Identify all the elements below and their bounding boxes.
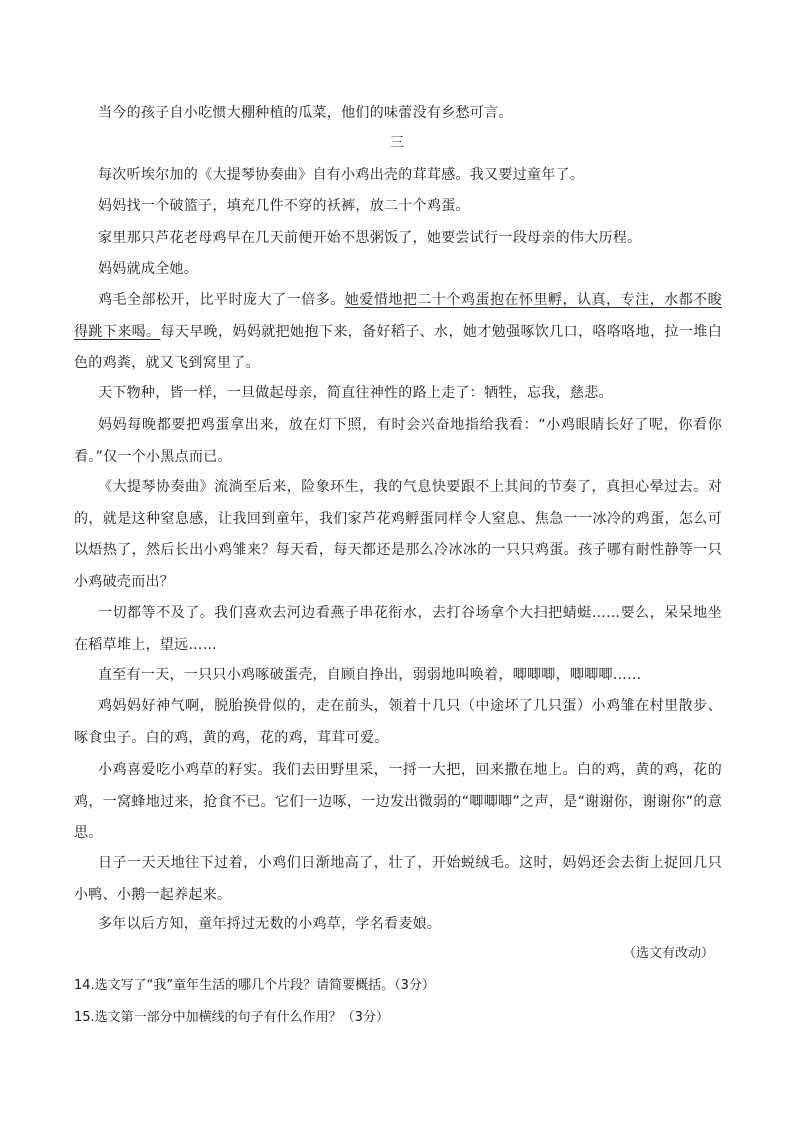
paragraph-5-end: 每天早晚，妈妈就把她抱下来，备好稻子、水，她才勉强啄饮几口，咯咯咯地，拉一堆白色的鸡粪，就又飞到窝里了。 bbox=[74, 323, 722, 371]
paragraph-14: 多年以后方知，童年捋过无数的小鸡草，学名看麦娘。 bbox=[98, 916, 442, 932]
paragraph-8: 《大提琴协奏曲》流淌至后来，险象环生，我的气息快要跟不上其间的节奏了，真担心晕过去。对的，就是这种窒息感，让我回到童年，我们家芦花鸡孵蛋同样令人窒息、焦急一一冰冷的鸡蛋，怎么可以焐热了，然后长出小鸡雏来？每天看，每天都还是那么冷冰冰的一只只鸡蛋。孩子哪有耐性静等一只小鸡破壳而出？ bbox=[74, 479, 722, 590]
section-heading: 三 bbox=[390, 135, 404, 151]
paragraph-12: 小鸡喜爱吃小鸡草的籽实。我们去田野里采，一捋一大把，回来撒在地上。白的鸡，黄的鸡，花的鸡，一窝蜂地过来，抢食不已。它们一边啄，一边发出微弱的“唧唧唧”之声，是“谢谢你，谢谢你”的意思。 bbox=[74, 762, 722, 841]
paragraph-10: 直至有一天，一只只小鸡啄破蛋壳，自顾自挣出，弱弱地叫唤着，唧唧唧，唧唧唧…… bbox=[98, 667, 642, 683]
paragraph-2: 妈妈找一个破篮子，填充几件不穿的袄裤，放二十个鸡蛋。 bbox=[98, 198, 470, 214]
paragraph-11: 鸡妈妈好神气啊，脱胎换骨似的，走在前头，领着十几只（中途坏了几只蛋）小鸡雏在村里散步、啄食虫子。白的鸡，黄的鸡，花的鸡，茸茸可爱。 bbox=[74, 698, 722, 746]
underlined-sentence: 她爱惜地把二十个鸡蛋抱在怀里孵，认真，专注，水都不睃得跳下来喝。 bbox=[74, 292, 722, 340]
paragraph-4: 妈妈就成全她。 bbox=[98, 261, 199, 277]
paragraph-5-start: 鸡毛全部松开，比平时庞大了一倍多。 bbox=[98, 292, 345, 308]
paragraph-3: 家里那只芦花老母鸡早在几天前便开始不思粥饭了，她要尝试行一段母亲的伟大历程。 bbox=[98, 230, 642, 246]
paragraph-1: 每次听埃尔加的《大提琴协奏曲》自有小鸡出壳的茸茸感。我又要过童年了。 bbox=[98, 167, 585, 183]
paragraph-7: 妈妈每晚都要把鸡蛋拿出来，放在灯下照，有时会兴奋地指给我看：“小鸡眼睛长好了呢，你看你看。”仅一个小黑点而已。 bbox=[74, 417, 722, 465]
paragraph-6: 天下物种，皆一样，一旦做起母亲，简直往神性的路上走了：牺牲，忘我，慈悲。 bbox=[98, 385, 613, 401]
question-15: 15.选文第一部分中加横线的句子有什么作用？（3分） bbox=[74, 1010, 389, 1025]
paragraph-5 bbox=[74, 285, 722, 380]
question-14: 14.选文写了“我”童年生活的哪几个片段？请简要概括。（3分） bbox=[74, 978, 435, 993]
source-note: （选文有改动） bbox=[622, 946, 714, 961]
paragraph-13: 日子一天天地往下过着，小鸡们日渐地高了，壮了，开始蜕绒毛。这时，妈妈还会去街上捉回几只小鸭、小鹅一起养起来。 bbox=[74, 855, 722, 903]
paragraph-9: 一切都等不及了。我们喜欢去河边看燕子串花衔水，去打谷场拿个大扫把蜻蜓……要么，呆呆地坐在稻草堆上，望远…… bbox=[74, 605, 722, 653]
paragraph-intro: 当今的孩子自小吃惯大棚种植的瓜菜，他们的味蕾没有乡愁可言。 bbox=[98, 105, 513, 121]
